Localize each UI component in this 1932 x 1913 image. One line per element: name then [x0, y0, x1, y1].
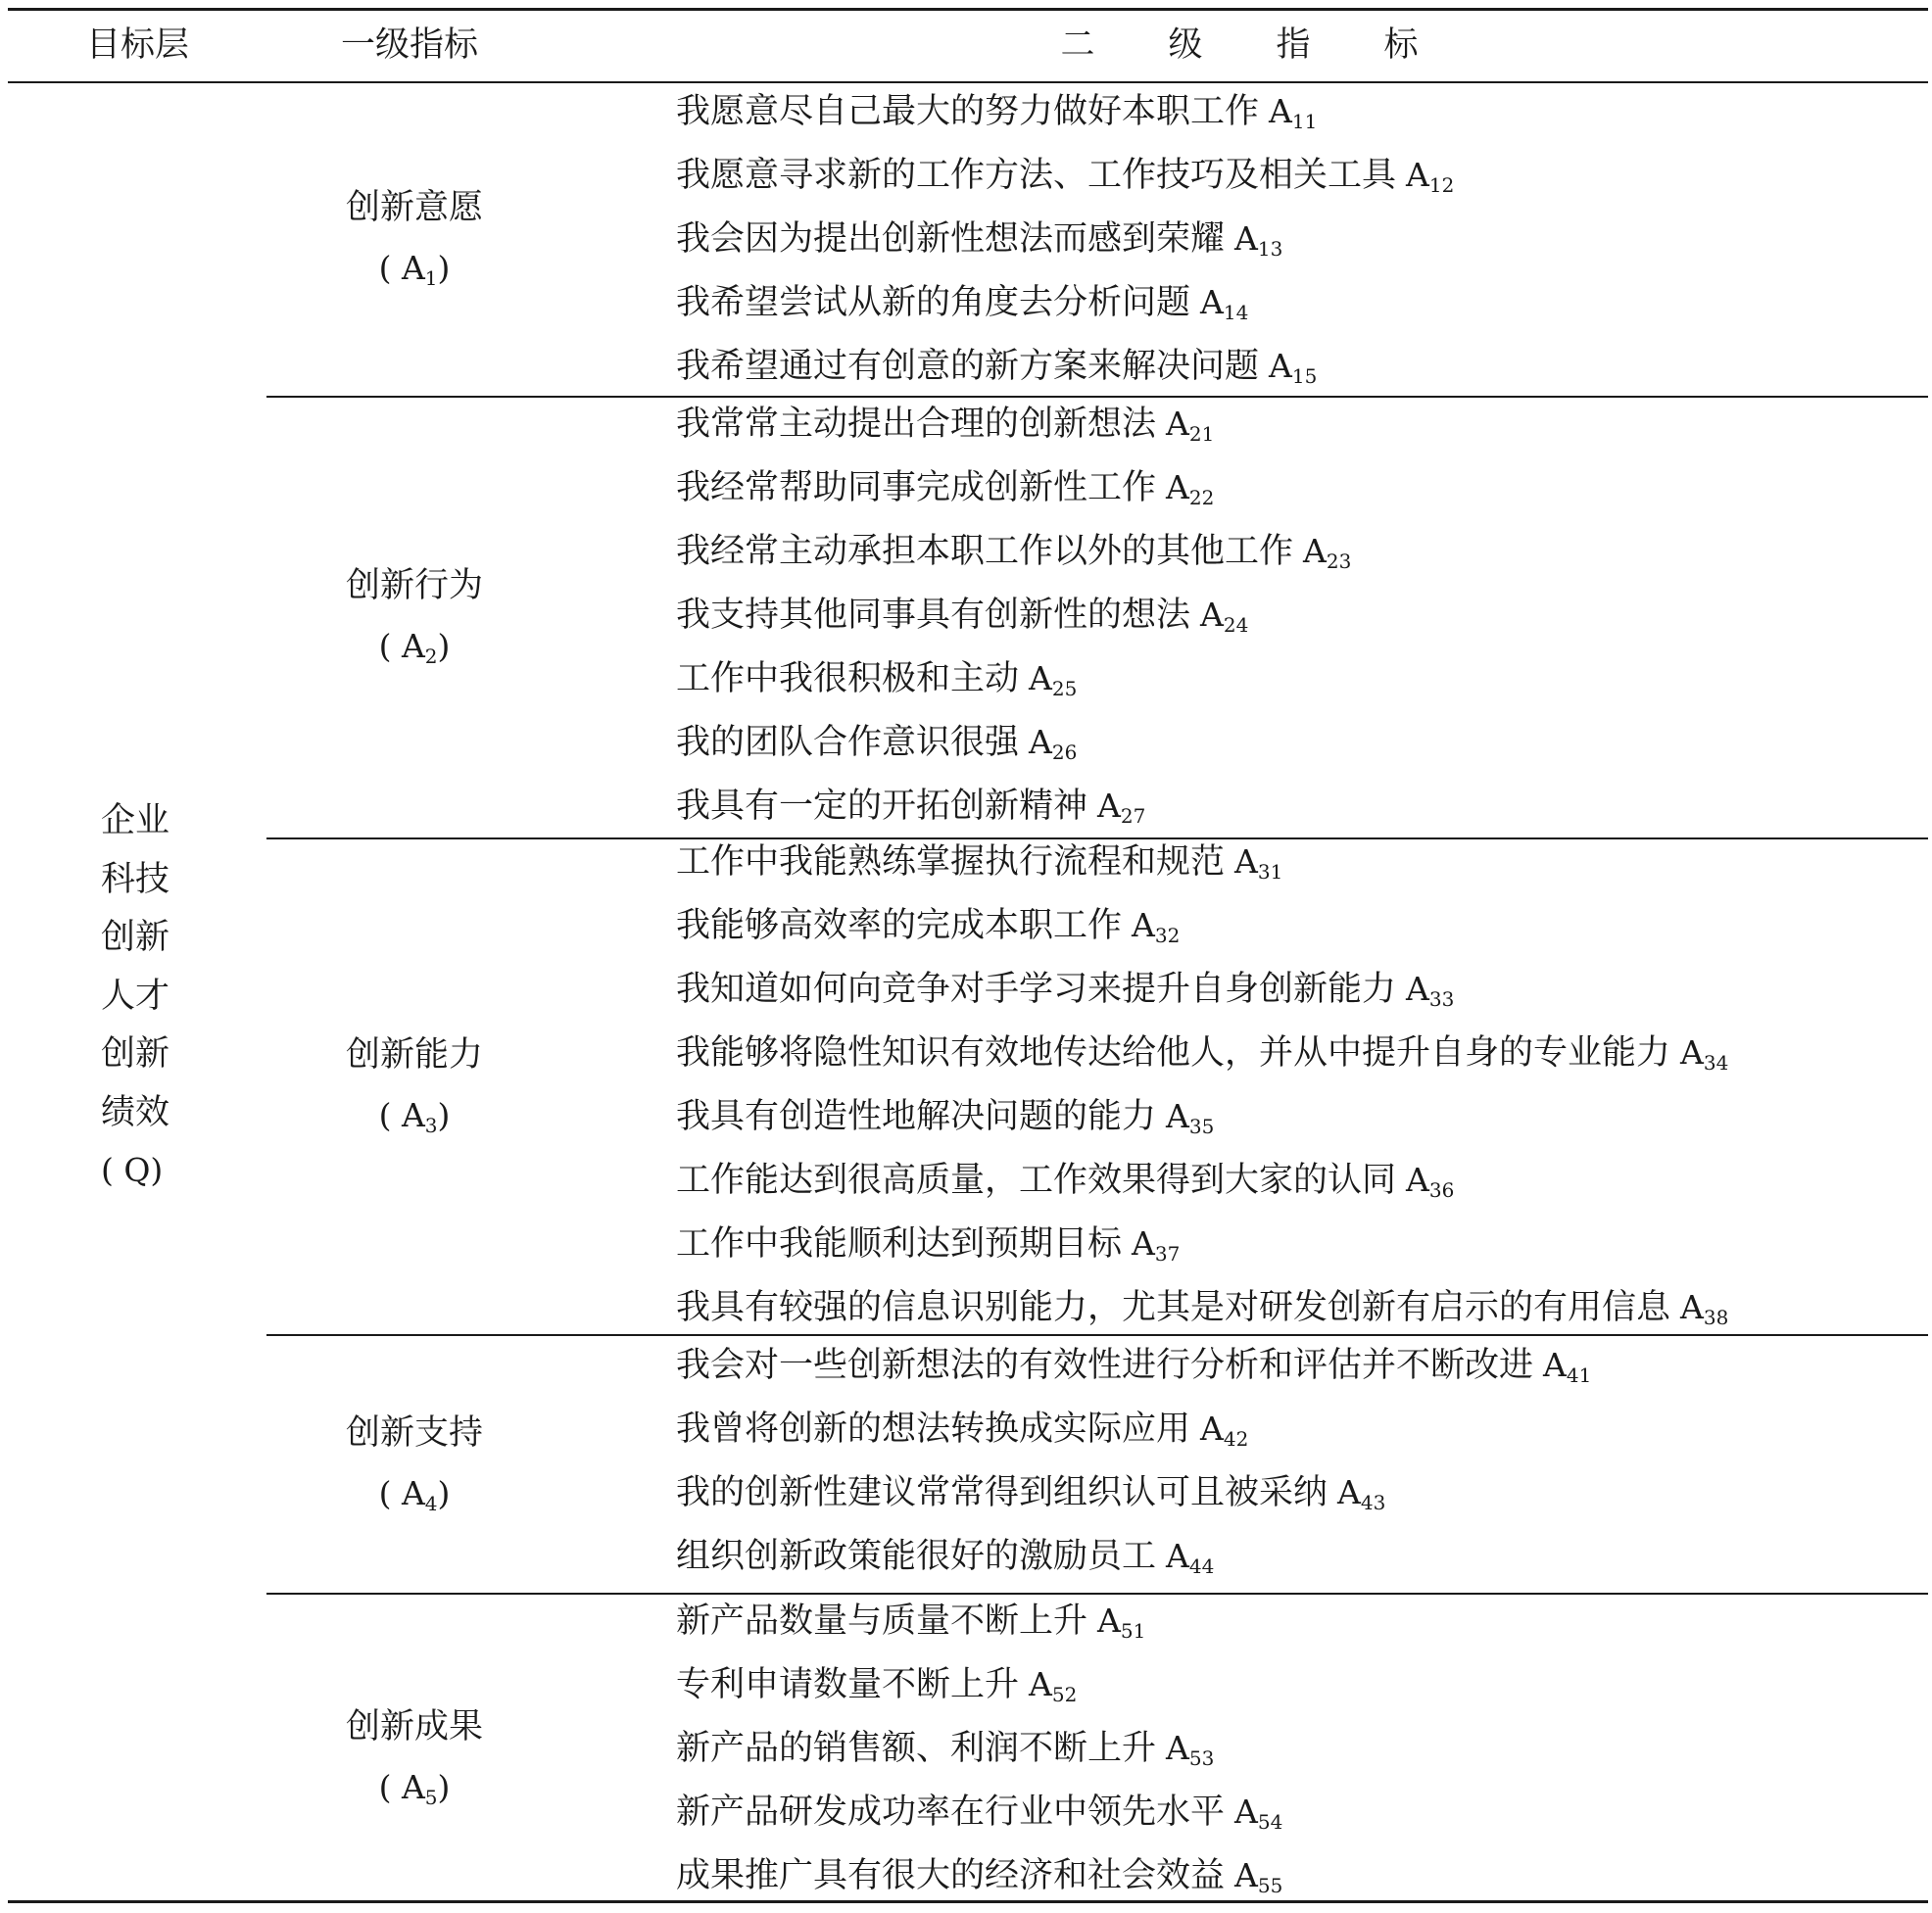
divider-rule — [266, 837, 1928, 839]
goal-label-line: 企业 — [101, 801, 170, 840]
category-name: 创新行为 — [345, 566, 483, 605]
indicator-item: 我经常主动承担本职工作以外的其他工作 $A_{23}$ — [676, 532, 1352, 573]
indicator-item: 工作中我能顺利达到预期目标 $A_{37}$ — [676, 1224, 1181, 1266]
category-name: 创新成果 — [345, 1707, 483, 1746]
indicator-item: 工作能达到很高质量，工作效果得到大家的认同 $A_{36}$ — [676, 1161, 1455, 1202]
indicator-item: 专利申请数量不断上升 $A_{52}$ — [676, 1665, 1078, 1706]
indicator-item: 我具有创造性地解决问题的能力 $A_{35}$ — [676, 1097, 1215, 1138]
indicator-item: 工作中我能熟练掌握执行流程和规范 $A_{31}$ — [676, 842, 1283, 884]
indicator-item: 成果推广具有很大的经济和社会效益 $A_{55}$ — [676, 1856, 1283, 1897]
indicator-item: 新产品的销售额、利润不断上升 $A_{53}$ — [676, 1729, 1215, 1770]
indicator-item: 我能够高效率的完成本职工作 $A_{32}$ — [676, 906, 1181, 947]
indicator-item: 我愿意寻求新的工作方法、工作技巧及相关工具 $A_{12}$ — [676, 156, 1455, 197]
indicator-item: 新产品数量与质量不断上升 $A_{51}$ — [676, 1602, 1146, 1643]
header-level2-char: 二 — [1060, 25, 1095, 65]
indicator-item: 我愿意尽自己最大的努力做好本职工作 $A_{11}$ — [676, 92, 1318, 133]
goal-label-line: 科技 — [101, 860, 170, 899]
indicator-item: 我曾将创新的想法转换成实际应用 $A_{42}$ — [676, 1410, 1249, 1451]
goal-label-line: 人才 — [101, 977, 170, 1016]
indicator-item: 我会对一些创新想法的有效性进行分析和评估并不断改进 $A_{41}$ — [676, 1346, 1592, 1387]
category-name: 创新意愿 — [345, 188, 483, 227]
header-rule — [8, 81, 1928, 83]
category-code: ( $A_5$) — [378, 1768, 451, 1809]
indicator-item: 我会因为提出创新性想法而感到荣耀 $A_{13}$ — [676, 219, 1283, 261]
category-code: ( $A_4$) — [378, 1474, 451, 1515]
indicator-item: 我能够将隐性知识有效地传达给他人，并从中提升自身的专业能力 $A_{34}$ — [676, 1033, 1729, 1075]
header-level2-char: 级 — [1168, 25, 1203, 65]
divider-rule — [266, 396, 1928, 398]
header-level2-char: 标 — [1383, 25, 1419, 65]
header-goal-layer: 目标层 — [86, 25, 190, 65]
indicator-item: 我经常帮助同事完成创新性工作 $A_{22}$ — [676, 468, 1215, 509]
category-code: ( $A_1$) — [378, 249, 451, 290]
header-level2-char: 指 — [1276, 25, 1311, 65]
header-level2 — [1024, 25, 1455, 65]
goal-code: ( Q) — [101, 1151, 164, 1189]
goal-label-line: 绩效 — [101, 1093, 170, 1132]
indicator-item: 我支持其他同事具有创新性的想法 $A_{24}$ — [676, 596, 1249, 637]
indicator-item: 我希望通过有创意的新方案来解决问题 $A_{15}$ — [676, 347, 1318, 388]
indicator-item: 我具有一定的开拓创新精神 $A_{27}$ — [676, 787, 1146, 828]
indicator-item: 组织创新政策能很好的激励员工 $A_{44}$ — [676, 1537, 1215, 1578]
divider-rule — [266, 1593, 1928, 1595]
category-name: 创新能力 — [345, 1035, 483, 1075]
indicator-item: 新产品研发成功率在行业中领先水平 $A_{54}$ — [676, 1793, 1283, 1834]
top-rule — [8, 8, 1928, 11]
header-level1: 一级指标 — [341, 25, 479, 65]
indicator-item: 我知道如何向竞争对手学习来提升自身创新能力 $A_{33}$ — [676, 970, 1455, 1011]
indicator-item: 我的团队合作意识很强 $A_{26}$ — [676, 723, 1078, 764]
category-code: ( $A_2$) — [378, 627, 451, 668]
indicator-item: 工作中我很积极和主动 $A_{25}$ — [676, 659, 1078, 700]
category-name: 创新支持 — [345, 1413, 483, 1453]
goal-label-line: 创新 — [101, 918, 170, 957]
indicator-item: 我常常主动提出合理的创新想法 $A_{21}$ — [676, 405, 1215, 446]
indicator-item: 我的创新性建议常常得到组织认可且被采纳 $A_{43}$ — [676, 1473, 1386, 1514]
goal-label-line: 创新 — [101, 1034, 170, 1074]
category-code: ( $A_3$) — [378, 1096, 451, 1137]
indicator-item: 我希望尝试从新的角度去分析问题 $A_{14}$ — [676, 283, 1249, 324]
indicator-item: 我具有较强的信息识别能力，尤其是对研发创新有启示的有用信息 $A_{38}$ — [676, 1288, 1729, 1329]
